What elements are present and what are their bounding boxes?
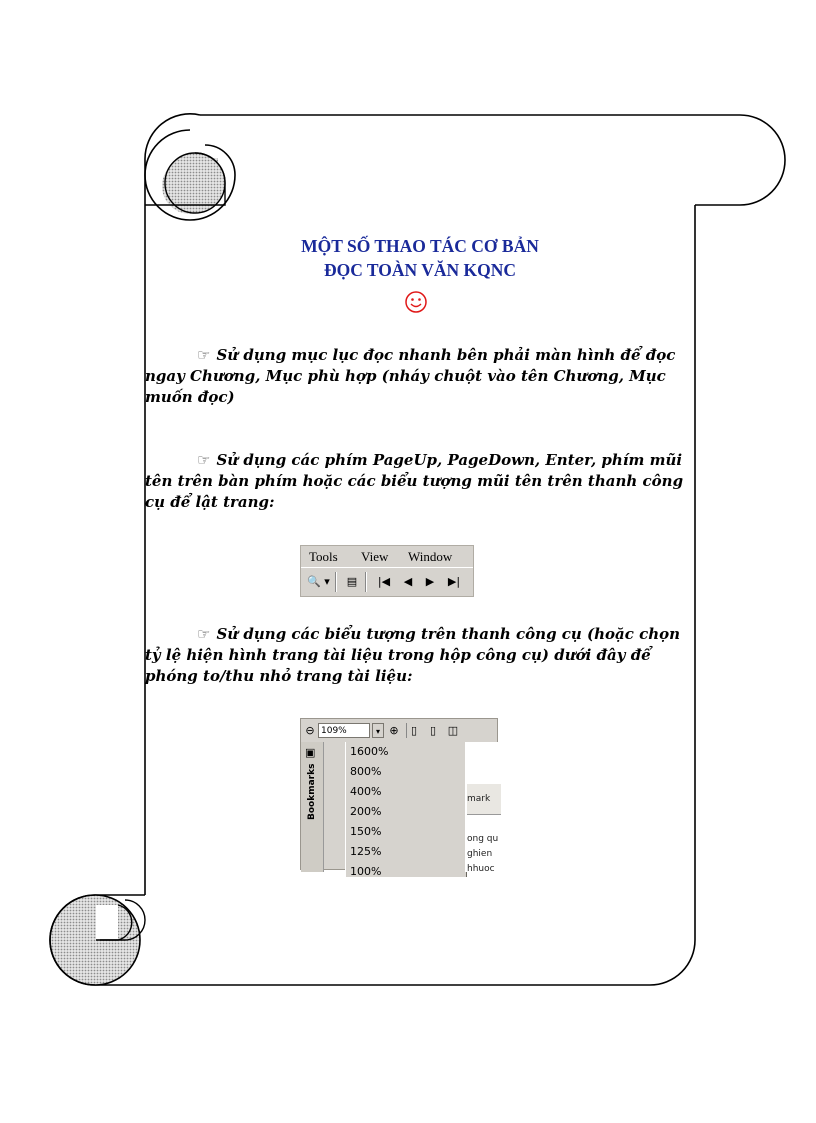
zoom-out-icon[interactable]: ⊖ (305, 724, 315, 737)
preview-text: ghien (467, 849, 493, 859)
next-page-icon[interactable]: ▶ (425, 575, 435, 588)
zoom-option[interactable]: 1600% (350, 745, 389, 758)
zoom-option[interactable]: 100% (350, 865, 382, 878)
zoom-toolbar (301, 719, 499, 743)
smiley-icon (404, 290, 428, 314)
first-page-icon[interactable]: |◀ (377, 575, 391, 588)
menu-tools[interactable]: Tools (309, 549, 338, 564)
last-page-icon[interactable]: ▶| (447, 575, 461, 588)
document-preview (465, 742, 499, 872)
separator (365, 572, 367, 592)
paragraph-text: Sử dụng các phím PageUp, PageDown, Enter, phím mũi tên trên bàn phím hoặc các biểu tượng mũi tên trên thanh công cụ để lật trang: (145, 451, 684, 511)
zoom-option[interactable]: 125% (350, 845, 382, 858)
top-curl (145, 130, 235, 220)
zoom-option[interactable]: 800% (350, 765, 382, 778)
separator (335, 572, 337, 592)
preview-text: ong qu (467, 834, 499, 844)
instruction-paragraph-2 (145, 450, 700, 513)
bookmarks-pane-icon[interactable]: ▤ (346, 575, 358, 588)
bottom-curl (50, 895, 145, 985)
zoom-dropdown-arrow-icon[interactable]: ▾ (372, 723, 384, 738)
pointing-hand-icon: ☞ (197, 625, 211, 643)
thumbnails-icon[interactable]: ▣ (305, 746, 316, 759)
zoom-option[interactable]: 400% (350, 785, 382, 798)
menu-window[interactable]: Window (408, 549, 453, 564)
zoom-option[interactable]: 200% (350, 805, 382, 818)
find-icon[interactable]: 🔍 (307, 575, 321, 588)
menu-bar (301, 546, 473, 568)
menu-view[interactable]: View (361, 549, 389, 564)
pointing-hand-icon: ☞ (197, 346, 211, 364)
fit-width-icon[interactable]: ◫ (447, 724, 459, 737)
paragraph-text: Sử dụng mục lục đọc nhanh bên phải màn hình để đọc ngay Chương, Mục phù hợp (nháy chuột vào tên Chương, Mục muốn đọc) (145, 346, 676, 406)
paragraph-text: Sử dụng các biểu tượng trên thanh công cụ (hoặc chọn tỷ lệ hiện hình trang tài liệu trong hộp công cụ) dưới đây để phóng to/thu nhỏ trang tài liệu: (145, 625, 681, 685)
preview-text: hhuoc (467, 864, 495, 874)
zoom-option[interactable]: 150% (350, 825, 382, 838)
previous-page-icon[interactable]: ◀ (403, 575, 413, 588)
actual-size-icon[interactable]: ▯ (406, 723, 421, 738)
zoom-options-list (345, 742, 467, 877)
pointing-hand-icon: ☞ (197, 451, 211, 469)
toolbar-row (301, 569, 473, 596)
fit-page-icon[interactable]: ▯ (429, 724, 437, 737)
title-line-2: ĐỌC TOÀN VĂN KQNC (323, 260, 517, 280)
instruction-paragraph-1 (145, 345, 700, 408)
page-title (140, 234, 700, 282)
dropdown-arrow-icon[interactable]: ▾ (324, 575, 330, 588)
zoom-screenshot (300, 718, 499, 878)
bookmarks-tab[interactable]: Bookmarks (307, 763, 317, 820)
preview-text: mark (467, 794, 491, 804)
title-line-1: MỘT SỐ THAO TÁC CƠ BẢN (301, 236, 539, 256)
toolbar-screenshot (300, 545, 474, 597)
navigation-pane (301, 742, 324, 872)
zoom-in-icon[interactable]: ⊕ (389, 724, 399, 737)
instruction-paragraph-3 (145, 624, 700, 687)
zoom-level-input[interactable]: 109% (318, 723, 370, 738)
